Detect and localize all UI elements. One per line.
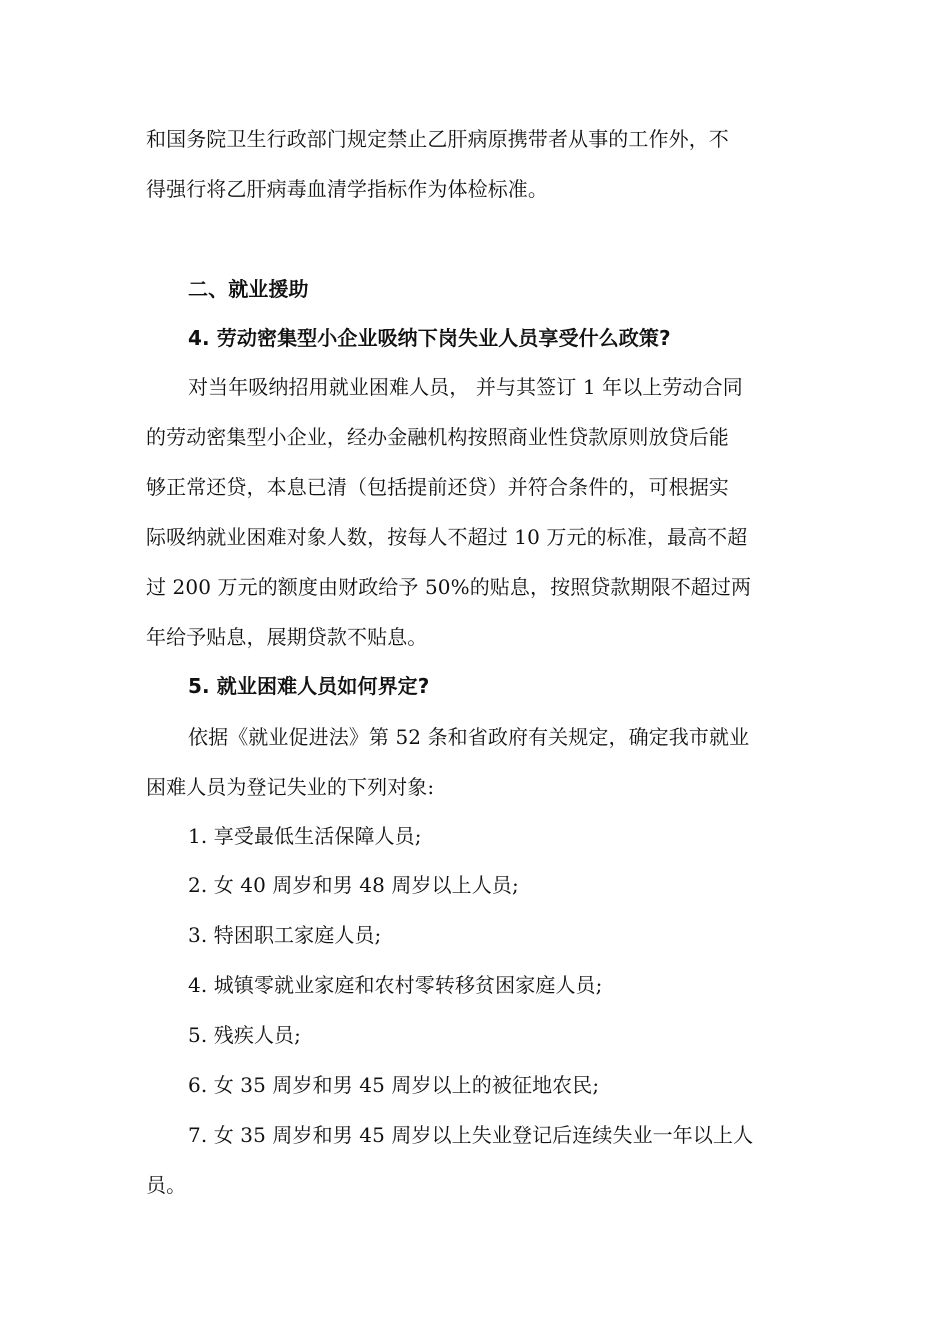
paragraph-line: 的劳动密集型小企业，经办金融机构按照商业性贷款原则放贷后能 <box>146 425 729 449</box>
paragraph-line: 依据《就业促进法》第 52 条和省政府有关规定，确定我市就业 <box>188 725 750 749</box>
section-title: 二、就业援助 <box>188 277 309 301</box>
list-item: 6. 女 35 周岁和男 45 周岁以上的被征地农民; <box>188 1073 600 1097</box>
paragraph-line: 年给予贴息，展期贷款不贴息。 <box>146 625 428 649</box>
paragraph-line: 困难人员为登记失业的下列对象: <box>146 775 435 799</box>
paragraph-line: 员。 <box>146 1173 187 1197</box>
paragraph-line: 够正常还贷，本息已清（包括提前还贷）并符合条件的，可根据实 <box>146 475 729 499</box>
list-item: 4. 城镇零就业家庭和农村零转移贫困家庭人员; <box>188 973 603 997</box>
list-item: 5. 残疾人员; <box>188 1023 301 1047</box>
list-item: 7. 女 35 周岁和男 45 周岁以上失业登记后连续失业一年以上人 <box>188 1123 754 1147</box>
paragraph-line: 际吸纳就业困难对象人数，按每人不超过 10 万元的标准，最高不超 <box>146 525 748 549</box>
list-item: 2. 女 40 周岁和男 48 周岁以上人员; <box>188 873 519 897</box>
paragraph-line: 和国务院卫生行政部门规定禁止乙肝病原携带者从事的工作外，不 <box>146 127 729 151</box>
question-4-title: 4. 劳动密集型小企业吸纳下岗失业人员享受什么政策? <box>188 326 671 350</box>
paragraph-line: 过 200 万元的额度由财政给予 50%的贴息，按照贷款期限不超过两 <box>146 575 752 599</box>
list-item: 3. 特困职工家庭人员; <box>188 923 382 947</box>
list-item: 1. 享受最低生活保障人员; <box>188 824 422 848</box>
question-5-title: 5. 就业困难人员如何界定? <box>188 674 430 698</box>
paragraph-line: 对当年吸纳招用就业困难人员， 并与其签订 1 年以上劳动合同 <box>188 375 743 399</box>
paragraph-line: 得强行将乙肝病毒血清学指标作为体检标准。 <box>146 177 548 201</box>
